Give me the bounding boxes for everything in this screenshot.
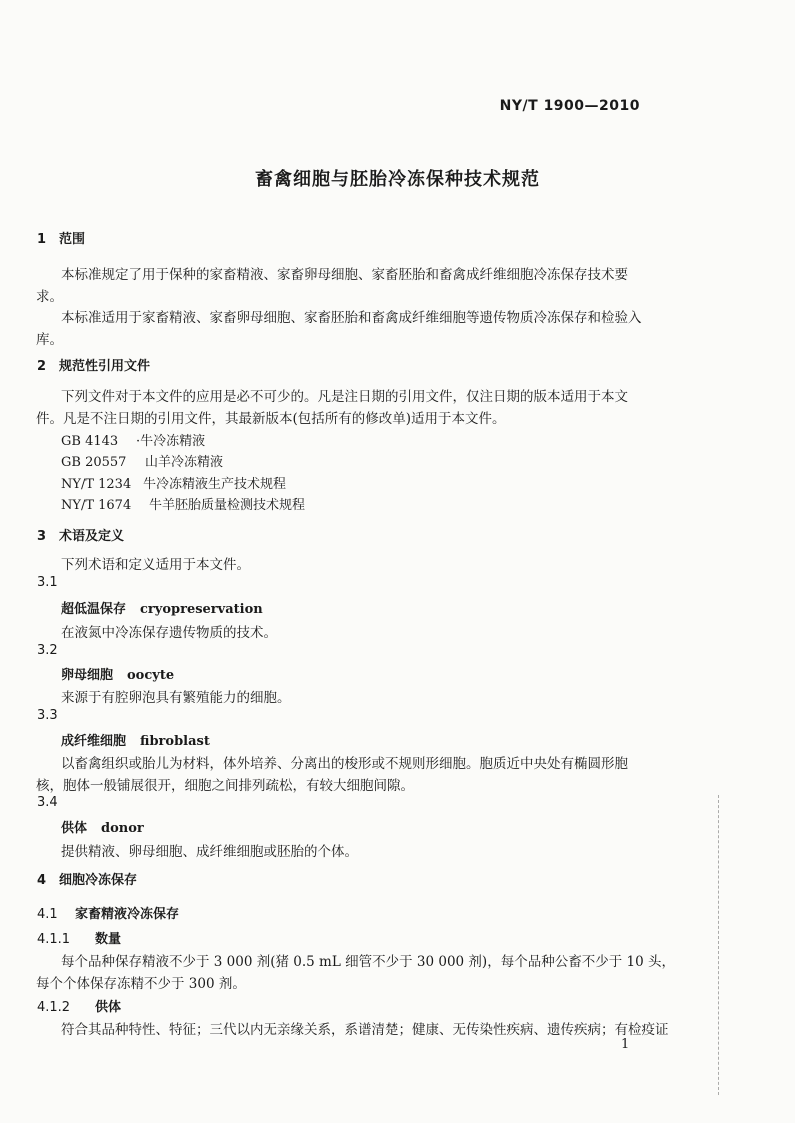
subsection-heading [37,996,121,1015]
reference-code: GB 4143 [61,434,119,449]
reference-item [61,494,305,513]
term-definition: 在液氮中冷冻保存遗传物质的技术。 [61,625,277,641]
document-title: 畜禽细胞与胚胎冷冻保种技术规范 [255,169,540,190]
subsection-number: 4.1 [37,907,58,922]
section-2-heading [37,355,150,374]
section-number: 3 [37,529,47,544]
paragraph-line: 本标准适用于家畜精液、家畜卵母细胞、家畜胚胎和畜禽成纤维细胞等遗传物质冷冻保存和检验入 [61,310,642,326]
term-chinese: 供体 [61,821,88,836]
subsection-title: 供体 [95,1000,122,1015]
term-definition: 核，胞体一般铺展很开，细胞之间排列疏松，有较大细胞间隙。 [36,778,414,794]
section-number: 2 [37,359,47,374]
paragraph-line: 下列术语和定义适用于本文件。 [61,557,250,573]
reference-title: ·牛冷冻精液 [136,434,206,449]
paragraph-line: 件。凡是不注日期的引用文件，其最新版本(包括所有的修改单)适用于本文件。 [36,411,506,427]
term-english: cryopreservation [140,602,263,617]
reference-code: NY/T 1234 [61,477,132,492]
reference-title: 山羊冷冻精液 [145,455,224,470]
term-entry [61,730,210,749]
subsection-heading [37,903,179,922]
term-number: 3.2 [37,643,58,658]
reference-title: 牛羊胚胎质量检测技术规程 [149,498,306,513]
term-chinese: 超低温保存 [61,602,127,617]
paragraph-line: 每个品种保存精液不少于 3 000 剂(猪 0.5 mL 细管不少于 30 000 剂)，每个品种公畜不少于 10 头， [61,954,675,970]
subsection-title: 家畜精液冷冻保存 [75,907,180,922]
paragraph-line: 符合其品种特性、特征；三代以内无亲缘关系，系谱清楚；健康、无传染性疾病、遗传疾病；有检疫证 [61,1022,669,1038]
term-entry [61,598,263,617]
section-4-heading [37,869,137,888]
reference-code: NY/T 1674 [61,498,132,513]
term-english: oocyte [127,668,175,683]
term-definition: 以畜禽组织或胎儿为材料，体外培养、分离出的梭形或不规则形细胞。胞质近中央处有椭圆形胞 [61,756,628,772]
section-1-heading [37,228,85,247]
paragraph-line: 每个个体保存冻精不少于 300 剂。 [36,976,246,992]
term-definition: 提供精液、卵母细胞、成纤维细胞或胚胎的个体。 [61,844,358,860]
term-number: 3.3 [37,708,58,723]
section-title: 术语及定义 [59,529,125,544]
section-number: 4 [37,873,47,888]
reference-item [61,451,223,470]
term-number: 3.4 [37,795,58,810]
page-number: 1 [621,1037,630,1052]
reference-title: 牛冷冻精液生产技术规程 [143,477,287,492]
subsection-number: 4.1.2 [37,1000,71,1015]
term-chinese: 卵母细胞 [61,668,114,683]
section-number: 1 [37,232,47,247]
section-title: 规范性引用文件 [59,359,151,374]
term-entry [61,664,174,683]
subsection-heading [37,928,121,947]
term-number: 3.1 [37,575,58,590]
paragraph-line: 库。 [36,332,63,348]
section-title: 细胞冷冻保存 [59,873,138,888]
term-definition: 来源于有腔卵泡具有繁殖能力的细胞。 [61,690,291,706]
term-entry [61,817,144,836]
paragraph-line: 本标准规定了用于保种的家畜精液、家畜卵母细胞、家畜胚胎和畜禽成纤维细胞冷冻保存技术要 [61,267,628,283]
paragraph-line: 求。 [36,289,63,305]
paragraph-line: 下列文件对于本文件的应用是必不可少的。凡是注日期的引用文件，仅注日期的版本适用于本文 [61,389,628,405]
term-chinese: 成纤维细胞 [61,734,127,749]
subsection-title: 数量 [95,932,122,947]
term-english: fibroblast [140,734,210,749]
reference-item [61,473,286,492]
section-title: 范围 [59,232,86,247]
standard-code: NY/T 1900—2010 [499,98,640,114]
section-3-heading [37,525,124,544]
scan-edge-line [718,795,720,1095]
subsection-number: 4.1.1 [37,932,71,947]
term-english: donor [101,821,144,836]
reference-item [61,430,205,449]
reference-code: GB 20557 [61,455,127,470]
